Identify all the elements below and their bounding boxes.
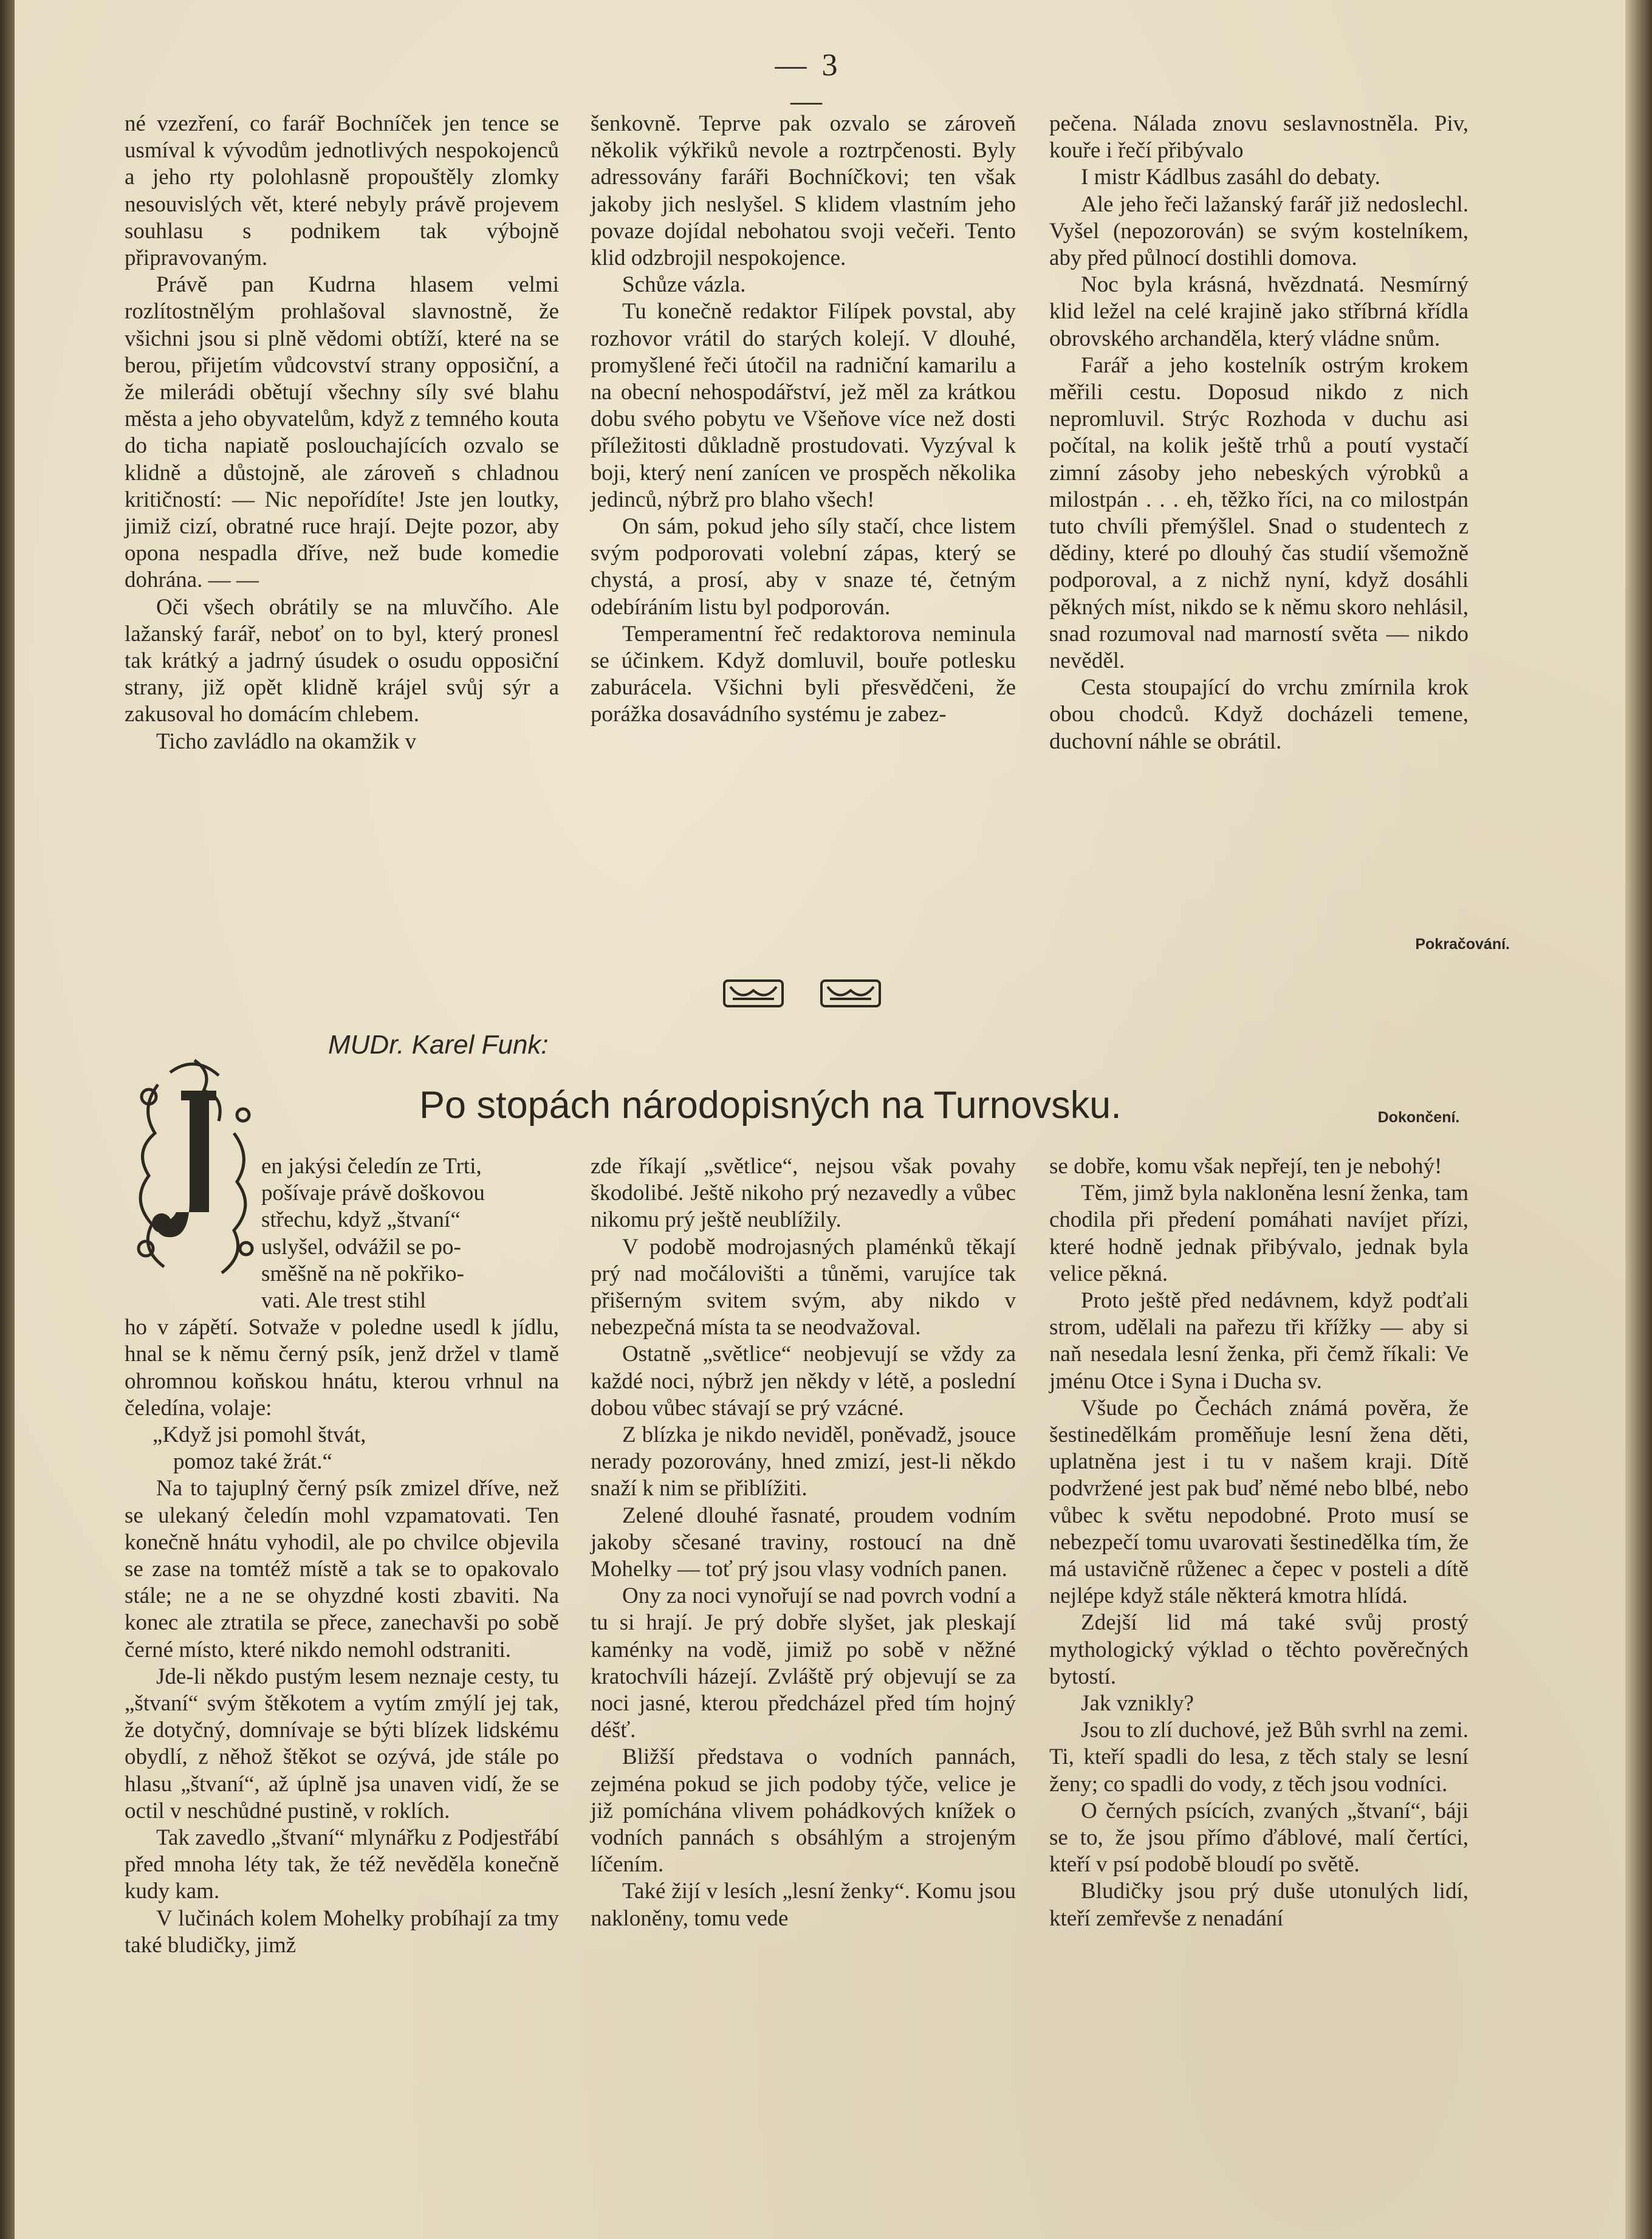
paragraph: Ostatně „světlice“ neobjevují se vždy za každé noci, nýbrž jen někdy v létě, a poslední dobou vůbec stávají se prý vzácné. (591, 1342, 1016, 1421)
line: uslyšel, odvážil se po- (261, 1234, 461, 1260)
paragraph: Tak zavedlo „štvaní“ mlynářku z Podjestřábí před mnoha léty tak, že též nevěděla konečně kudy kam. (125, 1825, 559, 1904)
paragraph: Cesta stoupající do vrchu zmírnila krok obou chodců. Když docházeli temene, duchovní náhle se obrátil. (1049, 675, 1469, 754)
finished-note: Dokončení. (1377, 1109, 1460, 1126)
dropcap-letter: J (199, 1279, 200, 1280)
paragraph: né vzezření, co farář Bochníček jen tence se usmíval k vývodům jednotlivých nespokojenců a jeho rty polohlasně propouštěly zlomky nesouvislých vět, které nebyly právě projevem souhlasu s podnikem tak výbojně připravovaným. (125, 111, 559, 271)
paragraph: Zelené dlouhé řasnaté, proudem vodním jakoby sčesané traviny, rostoucí na dně Mohelky — toť prý jsou vlasy vodních panen. (591, 1503, 1016, 1582)
paragraph: I mistr Kádlbus zasáhl do debaty. (1081, 165, 1380, 190)
paragraph: Všude po Čechách známá pověra, že šestinedělkám proměňuje lesní žena děti, uplatněna jest i tu v našem kraji. Dítě podvržené jest pak buď němé nebo blbé, nebo vůbec k světu nepodobné. Proto musí se nebezpečí tomu uvarovati šestinedělka tím, že má ustavičně růženec a čepec v posteli a dítě nejlépe když stále některá kmotra hlídá. (1049, 1395, 1469, 1609)
paragraph: Jsou to zlí duchové, jež Bůh svrhl na zemi. Ti, kteří spadli do lesa, z těch staly se lesní ženy; co spadli do vody, z těch jsou vodníci. (1049, 1718, 1469, 1797)
folklore-column-1 (125, 1153, 559, 1959)
paragraph: On sám, pokud jeho síly stačí, chce listem svým podporovati volební zápas, který se chystá, a prosí, aby v snaze té, četným odebíráním listu byl podporován. (591, 514, 1016, 620)
line: en jakýsi čeledín ze Trti, (261, 1154, 482, 1179)
binding-gutter (0, 0, 15, 2239)
paragraph: Ony za noci vynořují se nad povrch vodní a tu si hrají. Je prý dobře slyšet, jak pleskají kaménky na vodě, jimiž po sobě v něžné kratochvíli házejí. Zvláště prý objevují se za noci jasné, kterou předcházel před tím hojný déšť. (591, 1583, 1016, 1743)
paragraph: Právě pan Kudrna hlasem velmi rozlítostnělým prohlašoval slavnostně, že všichni jsou si plně vědomi obtíží, které na se berou, přijetím vůdcovství strany opposiční, a že milerádi obětují všechny síly své blahu města a jeho obyvatelům, když z temného kouta do ticha napiatě poslouchajících ozvalo se klidně a důstojně, ale zároveň s chladnou kritičností: — Nic nepořídíte! Jste jen loutky, jimiž cizí, obratné ruce hrají. Dejte pozor, aby opona nespadla dříve, než bude komedie dohrána. — — (125, 272, 559, 593)
line: vati. Ale trest stihl (261, 1288, 427, 1314)
page-edge (1625, 0, 1652, 2239)
paragraph: ho v zápětí. Sotvaže v poledne usedl k jídlu, hnal se k němu černý psík, jenž držel v tlamě ohromnou koňskou hnátu, kterou vrhnul na čeledína, volaje: (125, 1315, 559, 1421)
paragraph: Bližší představa o vodních pannách, zejména pokud se jich podoby týče, velice je již pomíchána vlivem pohádkových knížek o vodních pannách s obsáhlým a strojeným líčením. (591, 1744, 1016, 1877)
paragraph: Ale jeho řeči lažanský farář již nedoslechl. Vyšel (nepozorován) se svým kostelníkem, aby před půlnocí dostihli domova. (1049, 191, 1469, 271)
paragraph: V lučinách kolem Mohelky probíhají za tmy také bludičky, jimž (125, 1905, 559, 1958)
line: střechu, když „štvaní“ (261, 1207, 461, 1233)
line: směšně na ně pokřiko- (261, 1261, 464, 1286)
article-author: MUDr. Karel Funk: (328, 1030, 549, 1060)
story-column-1 (125, 111, 559, 755)
page-number: — 3 — (775, 48, 841, 118)
story-column-3 (1049, 111, 1469, 755)
paragraph: šenkovně. Teprve pak ozvalo se zároveň několik výkřiků nevole a roztrpčenosti. Byly adressovány faráři Bochníčkovi; ten však jakoby jich neslyšel. S klidem vlastním jeho povaze dojídal nebohatou svoji večeři. Tento klid odzbrojil nespokojence. (591, 111, 1016, 271)
paragraph: Na to tajuplný černý psík zmizel dříve, než se ulekaný čeledín mohl vzpamatovati. Ten konečně hnátu vyhodil, ale po chvilce objevila se zase na tomtéž místě a tak se to opakovalo stále; ne a ne se ohyzdné kosti zbaviti. Na konec ale ztratila se přece, zanechavši po sobě černé místo, které nikdo nemohl odstraniti. (125, 1476, 559, 1662)
paragraph: Oči všech obrátily se na mluvčího. Ale lažanský farář, neboť on to byl, který pronesl tak krátký a jadrný úsudek o osudu opposiční strany, již opět klidně krájel svůj sýr a zakusoval ho domácím chlebem. (125, 594, 559, 727)
paragraph: Temperamentní řeč redaktorova neminula se účinkem. Když domluvil, bouře potlesku zaburácela. Všichni byli přesvědčeni, že porážka dosavádního systému je zabez- (591, 621, 1016, 727)
paragraph: Noc byla krásná, hvězdnatá. Nesmírný klid ležel na celé krajině jako stříbrná křídla obrovského archanděla, který vládne snům. (1049, 272, 1469, 351)
paragraph: Schůze vázla. (622, 272, 746, 298)
paragraph: zde říkají „světlice“, nejsou však povahy škodolibé. Ještě nikoho prý nezavedly a vůbec nikomu prý ještě neublížily. (591, 1154, 1016, 1233)
paragraph: Z blízka je nikdo neviděl, poněvadž, jsouce nerady pozorovány, hned zmizí, jest-li někdo snaží k nim se přiblížiti. (591, 1422, 1016, 1501)
paragraph: se dobře, komu však nepřejí, ten je nebohý! (1049, 1154, 1442, 1179)
verse-line: pomoz také žrát.“ (173, 1449, 332, 1475)
paragraph: Zdejší lid má také svůj prostý mythologický výklad o těchto pověrečných bytostí. (1049, 1610, 1469, 1689)
folklore-column-3 (1049, 1153, 1469, 1932)
paragraph: Ticho zavládlo na okamžik v (156, 729, 417, 754)
paragraph: pečena. Nálada znovu seslavnostněla. Piv, kouře i řečí přibývalo (1049, 111, 1469, 163)
verse-line: „Když jsi pomohl štvát, (153, 1422, 366, 1448)
paragraph: V podobě modrojasných plaménků těkají prý nad močálovišti a tůněmi, varujíce tak přišerným svitem svým, aby nikdo v nebezpečná místa ta se neodvažoval. (591, 1234, 1016, 1340)
paragraph: Tu konečně redaktor Filípek povstal, aby rozhovor vrátil do starých kolejí. V dlouhé, promyšlené řeči útočil na radniční kamarilu a na obecní nehospodářství, jež měl za krátkou dobu svého pobytu ve Všeňove více než dosti příležitosti důkladně prostudovati. Vyzýval k boji, který není zanícen ve prospěch několika jedinců, nýbrž pro blaho všech! (591, 299, 1016, 512)
paragraph: O černých psících, zvaných „štvaní“, báji se to, že jsou přímo ďáblové, malí čertíci, kteří v psí podobě bloudí po světě. (1049, 1798, 1469, 1877)
continued-note: Pokračování. (1415, 936, 1510, 953)
paragraph: Těm, jimž byla nakloněna lesní ženka, tam chodila při předení pomáhati navíjet přízi, které hodně jednak přibývalo, jednak byla velice pěkná. (1049, 1181, 1469, 1286)
paragraph: Jde-li někdo pustým lesem neznaje cesty, tu „štvaní“ svým štěkotem a vytím zmýlí jej tak, že dotyčný, domnívaje se býti blízek lidskému obydlí, z něhož štěkot se ozývá, jde stále po hlasu „štvaní“, až úplně jsa unaven vidí, že se octil v neschůdné pustině, v roklích. (125, 1664, 559, 1823)
paragraph: Bludičky jsou prý duše utonulých lidí, kteří zemřevše z nenadání (1049, 1879, 1469, 1931)
separator-ornament-icon (717, 972, 887, 1015)
article-title: Po stopách národopisných na Turnovsku. (419, 1084, 1122, 1126)
line: pošívaje právě doškovou (261, 1181, 485, 1206)
paragraph: Také žijí v lesích „lesní ženky“. Komu jsou nakloněny, tomu vede (591, 1879, 1016, 1931)
paragraph: Proto ještě před nedávnem, když podťali strom, udělali na pařezu tři křížky — aby si naň nesedala lesní ženka, při čemž říkali: Ve jménu Otce i Syna i Ducha sv. (1049, 1288, 1469, 1394)
paragraph: Farář a jeho kostelník ostrým krokem měřili cestu. Doposud nikdo z nich nepromluvil. Strýc Rozhoda v duchu asi počítal, na kolik ještě trhů a poutí vystačí zimní zásoby jeho nebeských výrobků a milostpán . . . eh, těžko říci, na co milostpán tuto chvíli přemýšlel. Snad o studentech z dědiny, které po dlouhý čas studií všemožně podporoval, a z nichž nyní, když dosáhli pěkných míst, nikdo se k němu skoro nehlásil, snad rozumoval nad marností světa — nikdo nevěděl. (1049, 352, 1469, 674)
story-column-2 (591, 111, 1016, 729)
paragraph: Jak vznikly? (1081, 1691, 1194, 1716)
folklore-column-2 (591, 1153, 1016, 1932)
